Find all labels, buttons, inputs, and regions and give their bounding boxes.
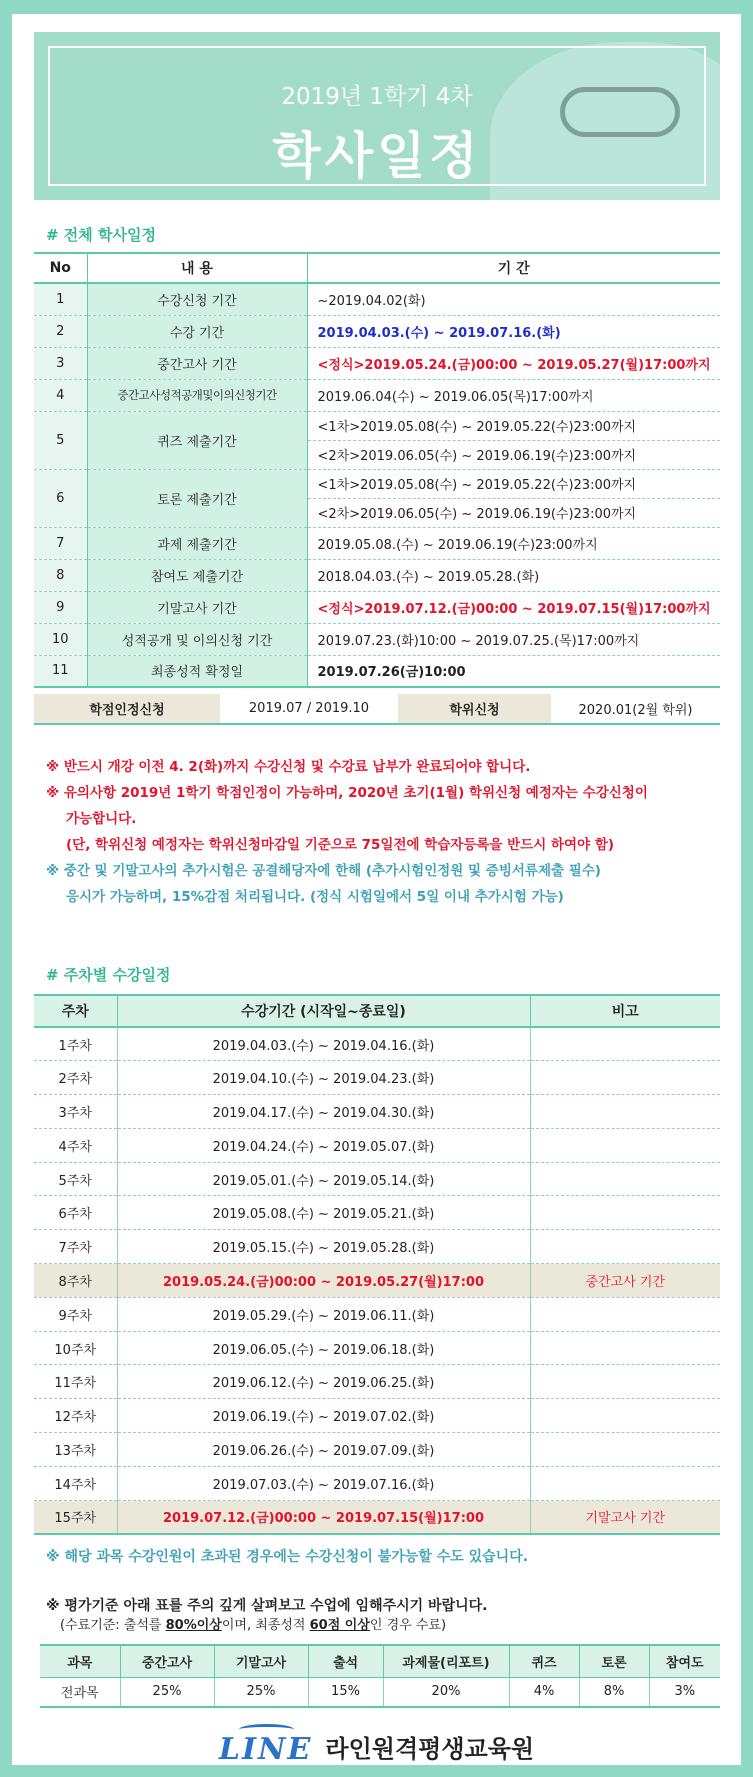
criteria-attendance: 80%이상: [165, 1618, 222, 1633]
week-note: [530, 1399, 720, 1433]
evaluation-title: ※ 평가기준 아래 표를 주의 깊게 살펴보고 수업에 임해주시기 바랍니다.: [46, 1598, 488, 1614]
row-period: <1차>2019.05.08(수) ~ 2019.05.22(수)23:00까지: [307, 469, 720, 498]
row-content: 참여도 제출기간: [87, 559, 307, 591]
table-row: [34, 1128, 720, 1162]
row-period: <2차>2019.06.05(수) ~ 2019.06.19(수)23:00까지: [307, 498, 720, 527]
week-period: 2019.07.03.(수) ~ 2019.07.16.(화): [117, 1466, 530, 1500]
table-row: [34, 469, 720, 498]
note-registration: ※ 반드시 개강 이전 4. 2(화)까지 수강신청 및 수강료 납부가 완료되어야 합니다.: [46, 759, 531, 775]
table-row: [34, 591, 720, 623]
row-period: 2018.04.03.(수) ~ 2019.05.28.(화): [307, 559, 720, 591]
week-period: 2019.05.15.(수) ~ 2019.05.28.(화): [117, 1230, 530, 1264]
week-label: 1주차: [34, 1027, 117, 1061]
week-period: 2019.06.12.(수) ~ 2019.06.25.(화): [117, 1365, 530, 1399]
week-label: 3주차: [34, 1095, 117, 1129]
row-period: 2019.07.26(금)10:00: [307, 655, 720, 687]
row-no: 8: [34, 559, 87, 591]
week-period: 2019.05.01.(수) ~ 2019.05.14.(화): [117, 1162, 530, 1196]
row-content: 성적공개 및 이의신청 기간: [87, 623, 307, 655]
row-content: 과제 제출기간: [87, 527, 307, 559]
row-no: 4: [34, 379, 87, 411]
week-period: 2019.05.29.(수) ~ 2019.06.11.(화): [117, 1297, 530, 1331]
credit-value: 2019.07 / 2019.10: [220, 694, 398, 724]
table-row: [34, 655, 720, 687]
row-period: 2019.04.03.(수) ~ 2019.07.16.(화): [307, 315, 720, 347]
header-week: 주차: [34, 995, 117, 1027]
week-note: [530, 1365, 720, 1399]
eval-header: 참여도: [649, 1645, 720, 1677]
footer: [12, 1726, 741, 1767]
eval-header: 과제물(리포트): [383, 1645, 509, 1677]
table-row: [34, 1297, 720, 1331]
week-label: 4주차: [34, 1128, 117, 1162]
eval-header: 토론: [579, 1645, 649, 1677]
week-note: [530, 1095, 720, 1129]
table-header-row: [34, 253, 720, 283]
note-makeup-exam-cont: 응시가 가능하며, 15%감점 처리됩니다. (정식 시험일에서 5일 이내 추가시험 가능): [66, 889, 564, 905]
week-period: 2019.06.19.(수) ~ 2019.07.02.(화): [117, 1399, 530, 1433]
table-row: [34, 347, 720, 379]
week-label: 13주차: [34, 1433, 117, 1467]
table-row: [34, 1061, 720, 1095]
eval-header: 기말고사: [214, 1645, 308, 1677]
table-row: [34, 559, 720, 591]
row-content: 토론 제출기간: [87, 469, 307, 527]
week-note: [530, 1331, 720, 1365]
table-row: [34, 1230, 720, 1264]
row-period: ~2019.04.02(화): [307, 283, 720, 315]
row-content: 수강신청 기간: [87, 283, 307, 315]
table-row: [34, 1365, 720, 1399]
table-row: [34, 1331, 720, 1365]
note-caution-detail: (단, 학위신청 예정자는 학위신청마감일 기준으로 75일전에 학습자등록을 반드시 하여야 함): [66, 837, 615, 853]
notes: [46, 754, 726, 910]
criteria-text: (수료기준: 출석를: [60, 1618, 166, 1633]
criteria-text: 이며, 최종성적: [221, 1618, 310, 1633]
row-period: <2차>2019.06.05(수) ~ 2019.06.19(수)23:00까지: [307, 440, 720, 469]
week-label: 12주차: [34, 1399, 117, 1433]
week-note: [530, 1162, 720, 1196]
table-row: [40, 1677, 720, 1707]
eval-header: 과목: [40, 1645, 120, 1677]
week-period: 2019.06.26.(수) ~ 2019.07.09.(화): [117, 1433, 530, 1467]
credit-label: 학점인정신청: [34, 694, 220, 724]
eval-value: 4%: [509, 1677, 579, 1707]
row-period: 2019.06.04(수) ~ 2019.06.05(목)17:00까지: [307, 379, 720, 411]
banner-subtitle: 2019년 1학기 4차: [281, 84, 473, 110]
note-caution: ※ 유의사항 2019년 1학기 학점인정이 가능하며, 2020년 초기(1월) 학위신청 예정자는 수강신청이: [46, 785, 648, 801]
credit-degree-table: [34, 694, 720, 725]
eval-value: 8%: [579, 1677, 649, 1707]
table-row: [34, 315, 720, 347]
row-content: 중간고사 기간: [87, 347, 307, 379]
row-no: 3: [34, 347, 87, 379]
weekly-schedule-table: [34, 994, 720, 1535]
week-label: 10주차: [34, 1331, 117, 1365]
week-note: [530, 1061, 720, 1095]
week-label: 5주차: [34, 1162, 117, 1196]
table-row: [34, 527, 720, 559]
eval-value: 20%: [383, 1677, 509, 1707]
week-label: 14주차: [34, 1466, 117, 1500]
table-row: [34, 1162, 720, 1196]
criteria-text: 인 경우 수료): [369, 1618, 447, 1633]
note-makeup-exam: ※ 중간 및 기말고사의 추가시험은 공결해당자에 한해 (추가시험인정원 및 증빙서류제출 필수): [46, 863, 601, 879]
table-row: [34, 283, 720, 315]
header-period: 기 간: [307, 253, 720, 283]
table-header-row: [40, 1645, 720, 1677]
week-note: [530, 1196, 720, 1230]
page: [12, 14, 741, 1765]
week-period: 2019.04.03.(수) ~ 2019.04.16.(화): [117, 1027, 530, 1061]
row-no: 10: [34, 623, 87, 655]
week-period: 2019.07.12.(금)00:00 ~ 2019.07.15(월)17:00: [117, 1500, 530, 1534]
row-content: 수강 기간: [87, 315, 307, 347]
header-no: No: [34, 253, 87, 283]
row-no: 5: [34, 411, 87, 469]
note-caution-cont: 가능합니다.: [66, 811, 137, 827]
week-period: 2019.05.24.(금)00:00 ~ 2019.05.27(월)17:00: [117, 1264, 530, 1298]
eval-value: 전과목: [40, 1677, 120, 1707]
degree-label: 학위신청: [398, 694, 551, 724]
criteria-score: 60점 이상: [309, 1618, 370, 1633]
table-row: [34, 623, 720, 655]
overall-schedule-table: [34, 252, 720, 688]
week-label: 8주차: [34, 1264, 117, 1298]
table-row-midterm: [34, 1264, 720, 1298]
row-no: 11: [34, 655, 87, 687]
row-no: 6: [34, 469, 87, 527]
week-note: [530, 1297, 720, 1331]
week-note: [530, 1230, 720, 1264]
table-row: [34, 1027, 720, 1061]
row-content: 퀴즈 제출기간: [87, 411, 307, 469]
eval-header: 출석: [308, 1645, 383, 1677]
table-row: [34, 1399, 720, 1433]
table-row: [34, 1466, 720, 1500]
row-period: 2019.05.08.(수) ~ 2019.06.19(수)23:00까지: [307, 527, 720, 559]
eval-header: 퀴즈: [509, 1645, 579, 1677]
week-note: [530, 1433, 720, 1467]
row-content: 기말고사 기간: [87, 591, 307, 623]
week-note: 기말고사 기간: [530, 1500, 720, 1534]
week-note: [530, 1027, 720, 1061]
eval-header: 중간고사: [120, 1645, 214, 1677]
week-period: 2019.04.24.(수) ~ 2019.05.07.(화): [117, 1128, 530, 1162]
eval-value: 3%: [649, 1677, 720, 1707]
org-name: 라인원격평생교육원: [325, 1735, 535, 1763]
week-period: 2019.06.05.(수) ~ 2019.06.18.(화): [117, 1331, 530, 1365]
notice-capacity: ※ 해당 과목 수강인원이 초과된 경우에는 수강신청이 불가능할 수도 있습니다.: [46, 1549, 529, 1565]
week-label: 11주차: [34, 1365, 117, 1399]
table-row: [34, 1196, 720, 1230]
row-period: <정식>2019.05.24.(금)00:00 ~ 2019.05.27(월)17:00까지: [307, 347, 720, 379]
week-period: 2019.04.10.(수) ~ 2019.04.23.(화): [117, 1061, 530, 1095]
eval-value: 25%: [214, 1677, 308, 1707]
row-content: 중간고사성적공개및이의신청기간: [87, 379, 307, 411]
row-period: <1차>2019.05.08(수) ~ 2019.05.22(수)23:00까지: [307, 411, 720, 440]
week-note: [530, 1466, 720, 1500]
header-period: 수강기간 (시작일~종료일): [117, 995, 530, 1027]
table-row: [34, 379, 720, 411]
eval-value: 25%: [120, 1677, 214, 1707]
row-no: 1: [34, 283, 87, 315]
header-content: 내 용: [87, 253, 307, 283]
week-label: 2주차: [34, 1061, 117, 1095]
week-label: 7주차: [34, 1230, 117, 1264]
evaluation-table: [40, 1644, 720, 1708]
evaluation-criteria: [60, 1614, 446, 1633]
banner: [34, 32, 720, 200]
week-period: 2019.04.17.(수) ~ 2019.04.30.(화): [117, 1095, 530, 1129]
section-heading-weekly: # 주차별 수강일정: [46, 966, 171, 984]
table-row: [34, 1095, 720, 1129]
table-row-final: [34, 1500, 720, 1534]
table-header-row: [34, 995, 720, 1027]
week-label: 6주차: [34, 1196, 117, 1230]
row-period: 2019.07.23.(화)10:00 ~ 2019.07.25.(목)17:00까지: [307, 623, 720, 655]
week-label: 15주차: [34, 1500, 117, 1534]
week-note: 중간고사 기간: [530, 1264, 720, 1298]
row-no: 9: [34, 591, 87, 623]
section-heading-overall: # 전체 학사일정: [46, 226, 156, 244]
row-period: <정식>2019.07.12.(금)00:00 ~ 2019.07.15(월)17:00까지: [307, 591, 720, 623]
eval-value: 15%: [308, 1677, 383, 1707]
row-content: 최종성적 확정일: [87, 655, 307, 687]
degree-value: 2020.01(2월 학위): [551, 694, 720, 724]
row-no: 2: [34, 315, 87, 347]
row-no: 7: [34, 527, 87, 559]
table-row: [34, 1433, 720, 1467]
line-logo: LINE: [219, 1726, 312, 1767]
table-row: [34, 411, 720, 440]
header-note: 비고: [530, 995, 720, 1027]
week-period: 2019.05.08.(수) ~ 2019.05.21.(화): [117, 1196, 530, 1230]
week-label: 9주차: [34, 1297, 117, 1331]
table-row: [34, 694, 720, 724]
banner-title: 학사일정: [272, 127, 482, 185]
week-note: [530, 1128, 720, 1162]
